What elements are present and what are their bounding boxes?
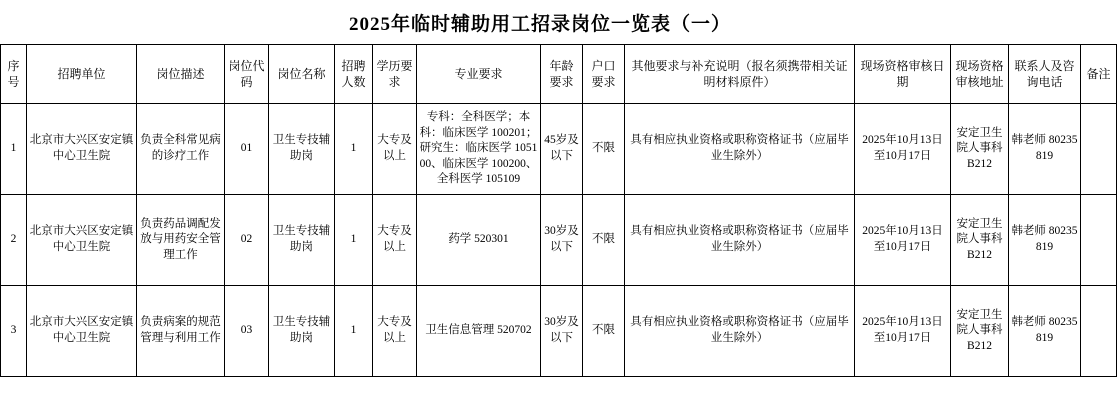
cell-other-requirements: 具有相应执业资格或职称资格证书（应届毕业生除外） — [625, 195, 855, 286]
cell-review-date: 2025年10月13日至10月17日 — [855, 104, 951, 195]
cell-hukou: 不限 — [583, 286, 625, 377]
table-row — [1, 195, 1117, 286]
cell-remark — [1081, 286, 1117, 377]
cell-remark — [1081, 104, 1117, 195]
cell-other-requirements: 具有相应执业资格或职称资格证书（应届毕业生除外） — [625, 286, 855, 377]
cell-number: 1 — [335, 104, 373, 195]
cell-contact: 韩老师 80235819 — [1009, 286, 1081, 377]
column-header-contact: 联系人及咨询电话 — [1009, 45, 1081, 104]
column-header-age: 年龄要求 — [541, 45, 583, 104]
cell-review-address: 安定卫生院人事科B212 — [951, 286, 1009, 377]
job-listing-table — [0, 44, 1117, 377]
cell-unit: 北京市大兴区安定镇中心卫生院 — [27, 195, 137, 286]
column-header-education: 学历要求 — [373, 45, 417, 104]
column-header-major: 专业要求 — [417, 45, 541, 104]
cell-education: 大专及以上 — [373, 104, 417, 195]
cell-education: 大专及以上 — [373, 286, 417, 377]
cell-review-address: 安定卫生院人事科B212 — [951, 195, 1009, 286]
cell-hukou: 不限 — [583, 104, 625, 195]
cell-age: 30岁及以下 — [541, 195, 583, 286]
column-header-unit: 招聘单位 — [27, 45, 137, 104]
cell-review-address: 安定卫生院人事科B212 — [951, 104, 1009, 195]
column-header-seq: 序号 — [1, 45, 27, 104]
cell-desc: 负责药品调配发放与用药安全管理工作 — [137, 195, 225, 286]
column-header-review-date: 现场资格审核日期 — [855, 45, 951, 104]
column-header-remark: 备注 — [1081, 45, 1117, 104]
cell-age: 45岁及以下 — [541, 104, 583, 195]
cell-desc: 负责全科常见病的诊疗工作 — [137, 104, 225, 195]
cell-remark — [1081, 195, 1117, 286]
cell-seq: 3 — [1, 286, 27, 377]
table-header — [1, 45, 1117, 104]
cell-code: 01 — [225, 104, 269, 195]
cell-unit: 北京市大兴区安定镇中心卫生院 — [27, 286, 137, 377]
column-header-code: 岗位代码 — [225, 45, 269, 104]
table-row — [1, 286, 1117, 377]
cell-contact: 韩老师 80235819 — [1009, 104, 1081, 195]
column-header-other-requirements: 其他要求与补充说明（报名须携带相关证明材料原件） — [625, 45, 855, 104]
column-header-name: 岗位名称 — [269, 45, 335, 104]
cell-major: 药学 520301 — [417, 195, 541, 286]
column-header-desc: 岗位描述 — [137, 45, 225, 104]
table-row — [1, 104, 1117, 195]
cell-name: 卫生专技辅助岗 — [269, 104, 335, 195]
cell-seq: 2 — [1, 195, 27, 286]
cell-review-date: 2025年10月13日至10月17日 — [855, 195, 951, 286]
cell-desc: 负责病案的规范管理与利用工作 — [137, 286, 225, 377]
cell-unit: 北京市大兴区安定镇中心卫生院 — [27, 104, 137, 195]
cell-seq: 1 — [1, 104, 27, 195]
cell-code: 02 — [225, 195, 269, 286]
cell-major: 专科：全科医学；本科：临床医学 100201；研究生：临床医学 105100、临床医学 100200、全科医学 105109 — [417, 104, 541, 195]
column-header-review-address: 现场资格审核地址 — [951, 45, 1009, 104]
column-header-hukou: 户口要求 — [583, 45, 625, 104]
column-header-number: 招聘人数 — [335, 45, 373, 104]
cell-age: 30岁及以下 — [541, 286, 583, 377]
cell-review-date: 2025年10月13日至10月17日 — [855, 286, 951, 377]
cell-other-requirements: 具有相应执业资格或职称资格证书（应届毕业生除外） — [625, 104, 855, 195]
table-header-row — [1, 45, 1117, 104]
cell-number: 1 — [335, 286, 373, 377]
cell-hukou: 不限 — [583, 195, 625, 286]
cell-major: 卫生信息管理 520702 — [417, 286, 541, 377]
cell-contact: 韩老师 80235819 — [1009, 195, 1081, 286]
page-title: 2025年临时辅助用工招录岗位一览表（一） — [348, 14, 731, 35]
table-body — [1, 104, 1117, 377]
cell-name: 卫生专技辅助岗 — [269, 195, 335, 286]
cell-education: 大专及以上 — [373, 195, 417, 286]
cell-code: 03 — [225, 286, 269, 377]
cell-name: 卫生专技辅助岗 — [269, 286, 335, 377]
cell-number: 1 — [335, 195, 373, 286]
